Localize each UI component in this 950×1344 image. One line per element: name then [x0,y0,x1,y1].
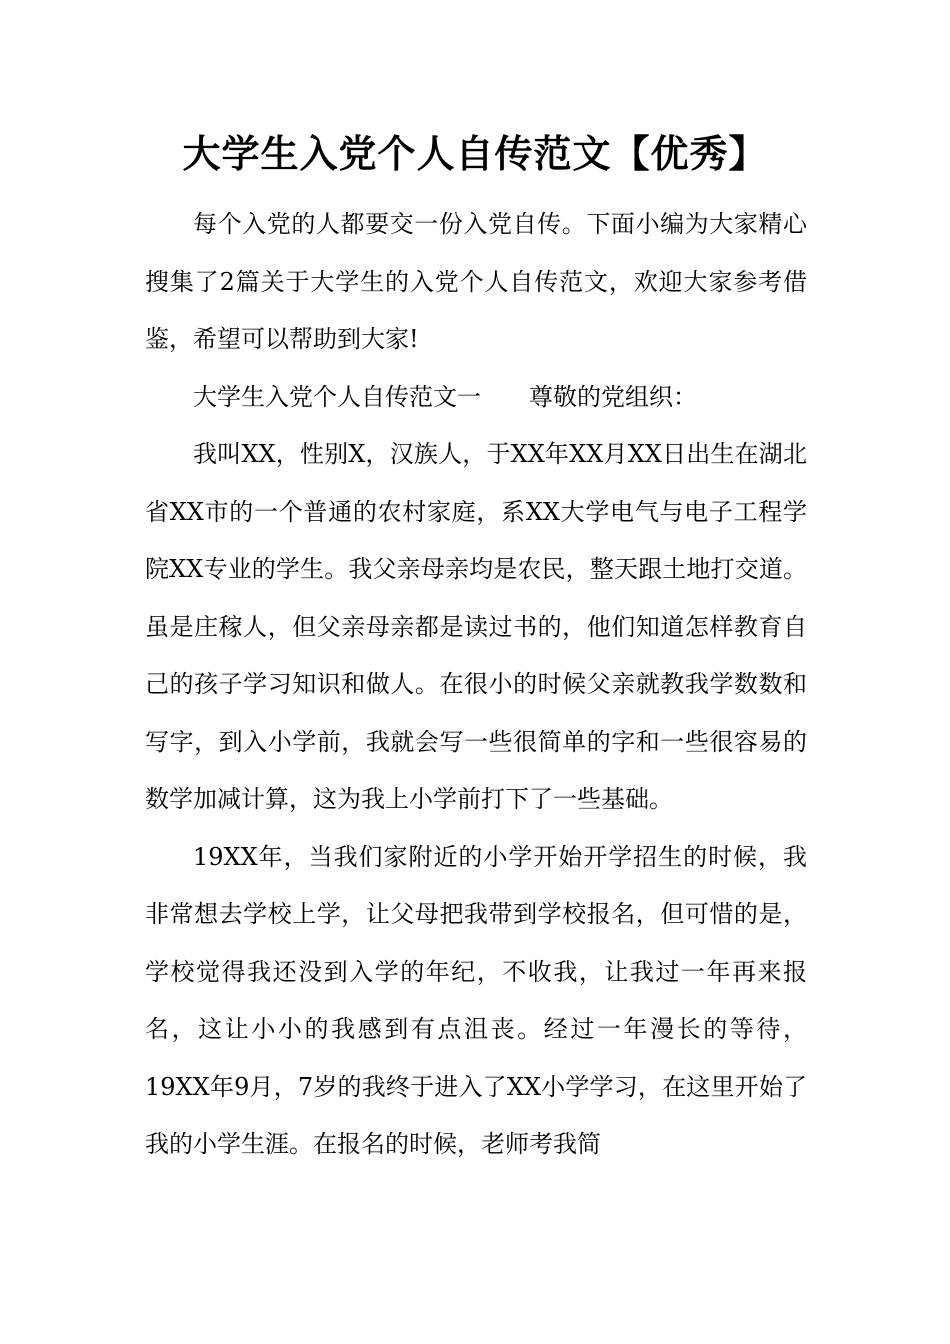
salutation: 尊敬的党组织： [529,382,697,411]
document-title: 大学生入党个人自传范文【优秀】 [182,131,768,176]
intro-paragraph: 每个入党的人都要交一份入党自传。下面小编为大家精心搜集了2篇关于大学生的入党个人自传范文，欢迎大家参考借鉴，希望可以帮助到大家! [145,210,807,353]
document-body [145,196,807,1174]
body-paragraph-1: 我叫XX，性别X，汉族人，于XX年XX月XX日出生在湖北省XX市的一个普通的农村家庭，系XX大学电气与电子工程学院XX专业的学生。我父亲母亲均是农民，整天跟土地打交道。虽是庄稼人，但父亲母亲都是读过书的，他们知道怎样教育自己的孩子学习知识和做人。在很小的时候父亲就教我学数数和写字，到入小学前，我就会写一些很简单的字和一些很容易的数学加减计算，这为我上小学前打下了一些基础。 [145,440,807,813]
section-title: 大学生入党个人自传范文一 [193,382,481,411]
section-heading-line [145,369,807,427]
body-paragraph-2: 19XX年，当我们家附近的小学开始开学招生的时候，我非常想去学校上学，让父母把我带到学校报名，但可惜的是，学校觉得我还没到入学的年纪，不收我，让我过一年再来报名，这让小小的我感到有点沮丧。经过一年漫长的等待，19XX年9月，7岁的我终于进入了XX小学学习，在这里开始了我的小学生涯。在报名的时候，老师考我简 [145,842,807,1158]
